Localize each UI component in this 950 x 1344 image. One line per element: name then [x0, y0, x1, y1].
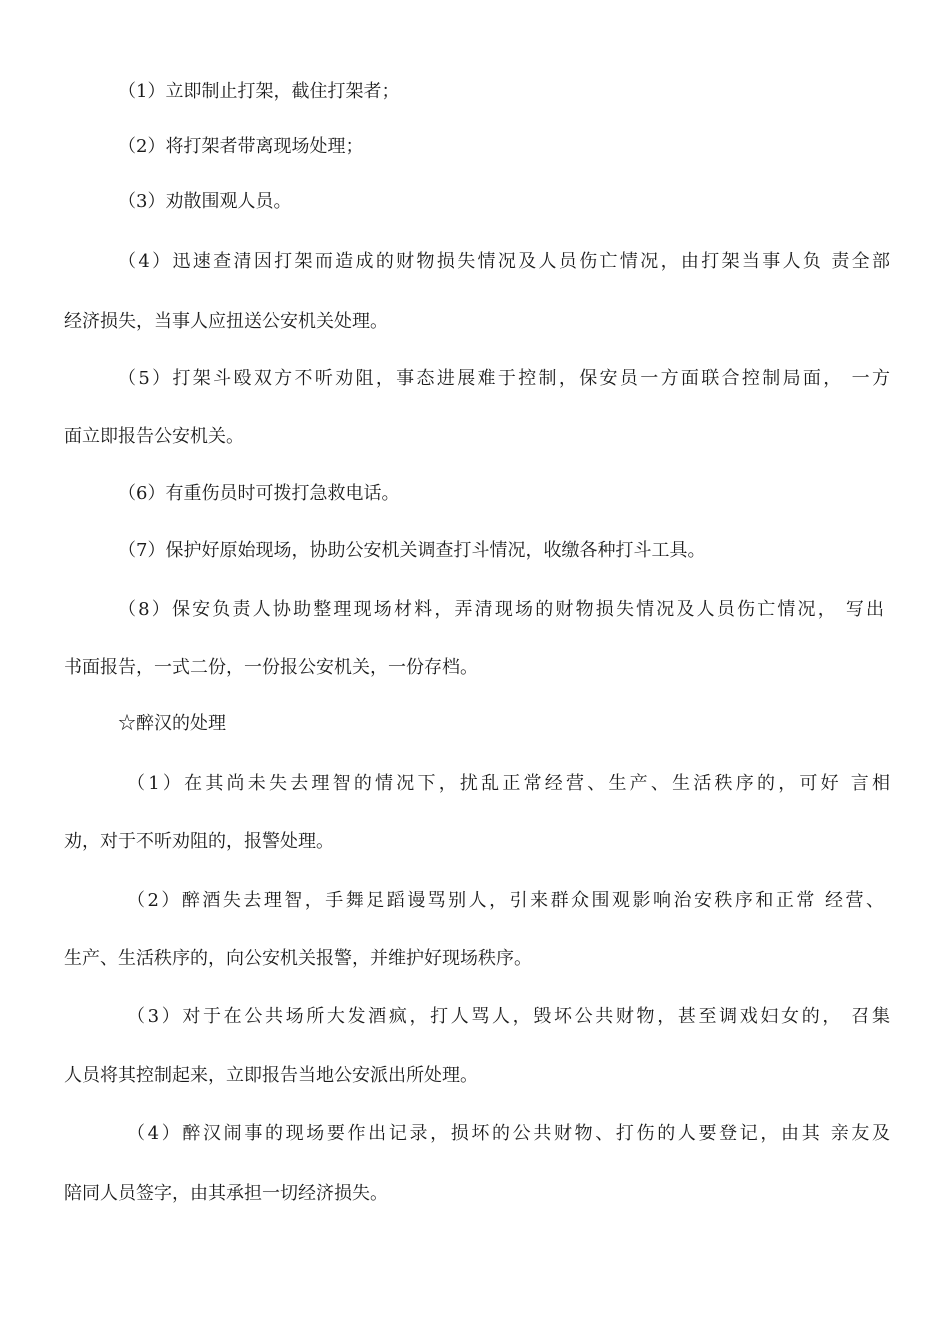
fight-step-4: （4）迅速查清因打架而造成的财物损失情况及人员伤亡情况，由打架当事人负 责全部 — [118, 251, 890, 272]
fight-step-6: （6）有重伤员时可拨打急救电话。 — [118, 483, 400, 504]
fight-step-1: （1）立即制止打架，截住打架者； — [118, 81, 400, 102]
drunk-step-4-cont: 陪同人员签字，由其承担一切经济损失。 — [64, 1183, 388, 1204]
drunk-step-4: （4）醉汉闹事的现场要作出记录，损坏的公共财物、打伤的人要登记，由其 亲友及 — [127, 1123, 890, 1144]
fight-step-7: （7）保护好原始现场，协助公安机关调查打斗情况，收缴各种打斗工具。 — [118, 540, 706, 561]
drunk-step-3-cont: 人员将其控制起来，立即报告当地公安派出所处理。 — [64, 1065, 478, 1086]
drunk-step-1: （1）在其尚未失去理智的情况下，扰乱正常经营、生产、生活秩序的，可好 言相 — [127, 773, 890, 794]
fight-step-3: （3）劝散围观人员。 — [118, 191, 292, 212]
fight-step-5: （5）打架斗殴双方不听劝阻，事态进展难于控制，保安员一方面联合控制局面， 一方 — [118, 368, 890, 389]
section-heading-drunk: ☆醉汉的处理 — [118, 713, 226, 734]
fight-step-8: （8）保安负责人协助整理现场材料，弄清现场的财物损失情况及人员伤亡情况， 写出 — [118, 599, 884, 620]
drunk-step-1-cont: 劝，对于不听劝阻的，报警处理。 — [64, 831, 334, 852]
drunk-step-2-cont: 生产、生活秩序的，向公安机关报警，并维护好现场秩序。 — [64, 948, 532, 969]
drunk-step-3: （3）对于在公共场所大发酒疯，打人骂人，毁坏公共财物，甚至调戏妇女的， 召集 — [127, 1006, 890, 1027]
fight-step-5-cont: 面立即报告公安机关。 — [64, 426, 244, 447]
fight-step-8-cont: 书面报告，一式二份，一份报公安机关，一份存档。 — [64, 657, 478, 678]
fight-step-2: （2）将打架者带离现场处理； — [118, 136, 364, 157]
fight-step-4-cont: 经济损失，当事人应扭送公安机关处理。 — [64, 311, 388, 332]
drunk-step-2: （2）醉酒失去理智，手舞足蹈谩骂别人，引来群众围观影响治安秩序和正常 经营、 — [127, 890, 884, 911]
